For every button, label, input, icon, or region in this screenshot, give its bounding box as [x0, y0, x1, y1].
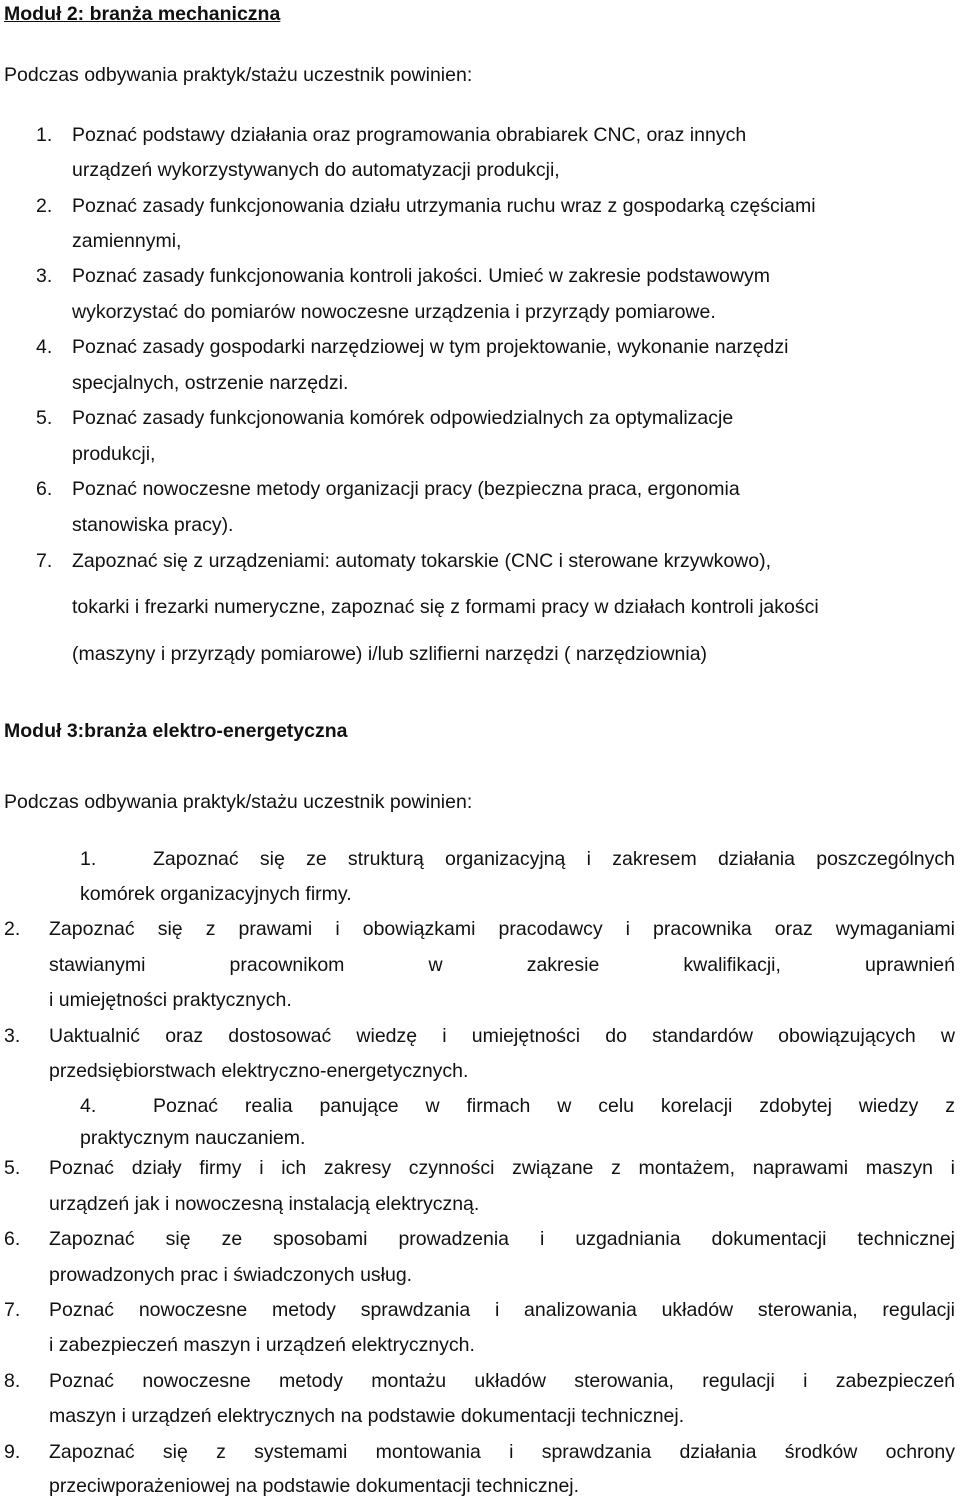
- module3-intro: Podczas odbywania praktyk/stażu uczestnik powinien:: [4, 791, 473, 813]
- list-item-text: Poznać działy firmy i ich zakresy czynności związane z montażem, naprawami maszyn i: [49, 1157, 955, 1179]
- list-item-number: 2.: [36, 195, 53, 217]
- list-item-text: urządzeń wykorzystywanych do automatyzacji produkcji,: [72, 159, 560, 181]
- list-item-number: 3.: [36, 265, 53, 287]
- list-item-text: maszyn i urządzeń elektrycznych na podstawie dokumentacji technicznej.: [49, 1405, 685, 1427]
- list-item-text: przedsiębiorstwach elektryczno-energetycznych.: [49, 1060, 469, 1082]
- list-item-text: Zapoznać się ze strukturą organizacyjną i zakresem działania poszczególnych: [153, 848, 955, 870]
- list-item-text: Poznać realia panujące w firmach w celu korelacji zdobytej wiedzy z: [153, 1095, 955, 1117]
- list-item-text: stawianymi pracownikom w zakresie kwalifikacji, uprawnień: [49, 954, 955, 976]
- list-item-number: 6.: [36, 478, 53, 500]
- list-item-text: Zapoznać się z urządzeniami: automaty tokarskie (CNC i sterowane krzywkowo),: [72, 550, 772, 572]
- list-item-text: Poznać zasady gospodarki narzędziowej w tym projektowanie, wykonanie narzędzi: [72, 336, 789, 358]
- list-item-text: prowadzonych prac i świadczonych usług.: [49, 1264, 413, 1286]
- list-item-number: 9.: [4, 1441, 21, 1463]
- list-item-number: 6.: [4, 1228, 21, 1250]
- list-item-text: stanowiska pracy).: [72, 514, 234, 536]
- list-item-text: wykorzystać do pomiarów nowoczesne urządzenia i przyrządy pomiarowe.: [72, 301, 716, 323]
- list-item-number: 4.: [36, 336, 53, 358]
- list-item-text: Poznać zasady funkcjonowania komórek odpowiedzialnych za optymalizacje: [72, 407, 734, 429]
- list-item-number: 4.: [80, 1095, 97, 1117]
- list-item-text: zamiennymi,: [72, 230, 182, 252]
- list-item-text: tokarki i frezarki numeryczne, zapoznać się z formami pracy w działach kontroli jakości: [72, 596, 819, 618]
- module3-heading: Moduł 3:branża elektro-energetyczna: [4, 720, 348, 742]
- list-item-text: Zapoznać się z systemami montowania i sprawdzania działania środków ochrony: [49, 1441, 955, 1463]
- list-item-text: praktycznym nauczaniem.: [80, 1127, 306, 1149]
- list-item-text: Zapoznać się ze sposobami prowadzenia i uzgadniania dokumentacji technicznej: [49, 1228, 955, 1250]
- list-item-text: Poznać zasady funkcjonowania działu utrzymania ruchu wraz z gospodarką częściami: [72, 195, 816, 217]
- list-item-text: Poznać podstawy działania oraz programowania obrabiarek CNC, oraz innych: [72, 124, 747, 146]
- list-item-number: 5.: [4, 1157, 21, 1179]
- module2-intro: Podczas odbywania praktyk/stażu uczestnik powinien:: [4, 64, 473, 86]
- list-item-number: 7.: [36, 550, 53, 572]
- list-item-number: 1.: [80, 848, 97, 870]
- list-item-text: produkcji,: [72, 443, 156, 465]
- list-item-text: Poznać nowoczesne metody organizacji pracy (bezpieczna praca, ergonomia: [72, 478, 740, 500]
- list-item-text: Poznać nowoczesne metody montażu układów sterowania, regulacji i zabezpieczeń: [49, 1370, 955, 1392]
- list-item-number: 8.: [4, 1370, 21, 1392]
- list-item-number: 1.: [36, 124, 53, 146]
- list-item-text: i zabezpieczeń maszyn i urządzeń elektrycznych.: [49, 1334, 475, 1356]
- list-item-text: Poznać zasady funkcjonowania kontroli jakości. Umieć w zakresie podstawowym: [72, 265, 770, 287]
- list-item-text: i umiejętności praktycznych.: [49, 989, 292, 1011]
- list-item-text: komórek organizacyjnych firmy.: [80, 883, 352, 905]
- list-item-text: Uaktualnić oraz dostosować wiedzę i umiejętności do standardów obowiązujących w: [49, 1025, 955, 1047]
- list-item-text: Poznać nowoczesne metody sprawdzania i analizowania układów sterowania, regulacji: [49, 1299, 955, 1321]
- list-item-text: przeciwporażeniowej na podstawie dokumentacji technicznej.: [49, 1475, 580, 1497]
- list-item-number: 7.: [4, 1299, 21, 1321]
- list-item-text: Zapoznać się z prawami i obowiązkami pracodawcy i pracownika oraz wymaganiami: [49, 918, 955, 940]
- module2-heading: Moduł 2: branża mechaniczna: [4, 3, 281, 25]
- list-item-number: 3.: [4, 1025, 21, 1047]
- list-item-text: (maszyny i przyrządy pomiarowe) i/lub szlifierni narzędzi ( narzędziownia): [72, 643, 708, 665]
- list-item-text: urządzeń jak i nowoczesną instalacją elektryczną.: [49, 1193, 480, 1215]
- list-item-text: specjalnych, ostrzenie narzędzi.: [72, 372, 349, 394]
- list-item-number: 2.: [4, 918, 21, 940]
- list-item-number: 5.: [36, 407, 53, 429]
